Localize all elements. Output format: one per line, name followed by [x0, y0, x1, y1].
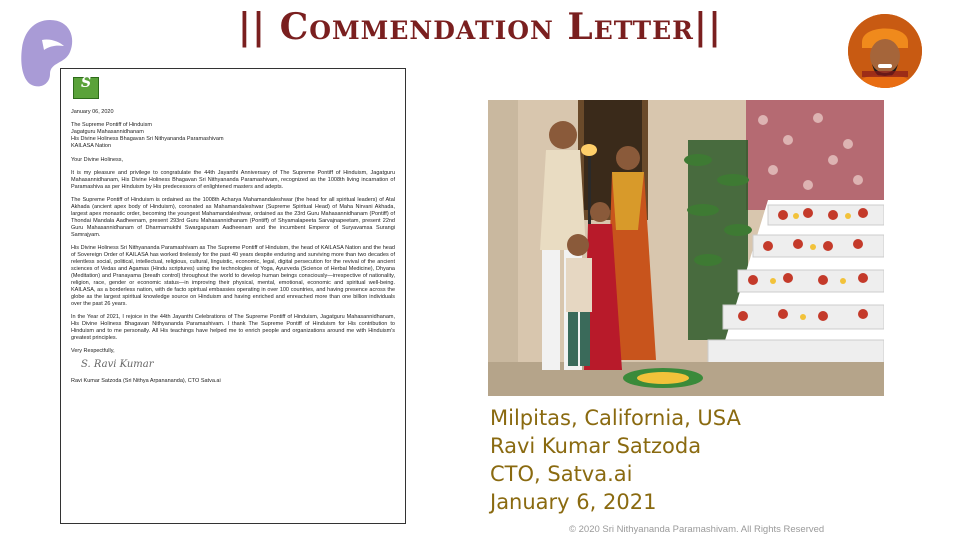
family-photo-image — [488, 100, 884, 396]
commendation-letter — [60, 68, 406, 524]
caption-role: CTO, Satva.ai — [490, 462, 633, 486]
avatar — [848, 14, 922, 88]
letter-paragraph: The Supreme Pontiff of Hinduism is ordained as the 1008th Acharya Mahamandaleshwar (the head for all spiritual leaders) of Atal Akhada (ancient apex body of Hinduism), coronated as Mahamandaleshwar (Supreme Spiritual Head) of Maha Nirvani Akhada, largest apex monastic order, becoming the youngest Mahamandaleshwar, ordained as the 23rd Guru Mahasannidhanam (Pontiff) of Thondai Mandala Aadheenam, present 293rd Guru Mahasannidhanam (Pontiff) of Shyamalapeeta Sarvajnapeetam, present 22nd Guru Mahasannidhanam of Dharmamukthi Swargapuram Aadheenam and the incumbent Emperor of Suryavamsa Surangi Samrajyam. — [71, 197, 395, 238]
signature: S. Ravi Kumar — [81, 359, 154, 370]
letter-paragraph: In the Year of 2021, I rejoice in the 44th Jayanthi Celebrations of The Supreme Pontiff of Hinduism, Jagatguru Mahasannidhanam, His Divine Holiness Bhagavan Nithyananda Paramashivam. I thank The Supreme Pontiff of Hinduism for His contribution to Hinduism and to me personally. All His teachings have helped me to enrich people and organizations around me with Hinduism's greatest principles. — [71, 314, 395, 341]
family-photo — [488, 100, 884, 396]
letter-date: January 06, 2020 — [71, 109, 114, 115]
caption-date: January 6, 2021 — [490, 490, 657, 514]
photo-caption — [490, 404, 741, 516]
letter-address: The Supreme Pontiff of Hinduism Jagatguru Mahasannidhanam His Divine Holiness Bhagavan Sri Nithyananda Paramashivam KAILASA Nation — [71, 122, 224, 149]
letter-closing: Very Respectfully, — [71, 348, 115, 354]
letter-paragraph: His Divine Holiness Sri Nithyananda Paramashivam as The Supreme Pontiff of Hinduism, the head of KAILASA Nation and the head of Sovereign Order of KAILASA has worked tirelessly for the past 40 years despite enduring and surviving more than two decades of relentless social, political, intellectual, religious, cultural, linguistic, economic, legal, digital persecution for the revival of the ancient sciences of Vedas and Agamas (Hindu scriptures) using the technologies of Yoga, Ayurveda (Science of Herbal Medicine), Dhyana (Meditation) and Pranayama (breath control) throughout the world to develop human beings consciously—irrespective of nationality, religion, race, gender or economic status—in improving their physical, mental, emotional, economic and spiritual well-being. KAILASA, as a borderless nation, with de facto spiritual embassies operating in over 100 countries, and having presence across the globe as the largest spiritual knowledge source on Hinduism and having enriched and enreached more than one billion individuals over the past 26 years. — [71, 245, 395, 307]
caption-name: Ravi Kumar Satzoda — [490, 434, 702, 458]
letter-salutation: Your Divine Holiness, — [71, 157, 124, 163]
letter-paragraph: It is my pleasure and privilege to congratulate the 44th Jayanthi Anniversary of The Supreme Pontiff of Hinduism, Jagatguru Mahasannidhanam, His Divine Holiness Bhagavan Sri Nithyananda Paramashivam, recognized as the 1008th living incarnation of Paramashiva as per Hinduism by His predecessors of enlightened masters and adepts. — [71, 170, 395, 190]
guru-portrait-image — [848, 14, 922, 88]
page-title: || Commendation Letter|| — [237, 6, 723, 48]
caption-location: Milpitas, California, USA — [490, 406, 741, 430]
letter-signatory: Ravi Kumar Satzoda (Sri Nithya Arpanananda), CTO Satva.ai — [71, 378, 221, 384]
satva-logo-icon — [73, 77, 99, 99]
copyright-notice: © 2020 Sri Nithyananda Paramashivam. All Rights Reserved — [569, 524, 825, 535]
